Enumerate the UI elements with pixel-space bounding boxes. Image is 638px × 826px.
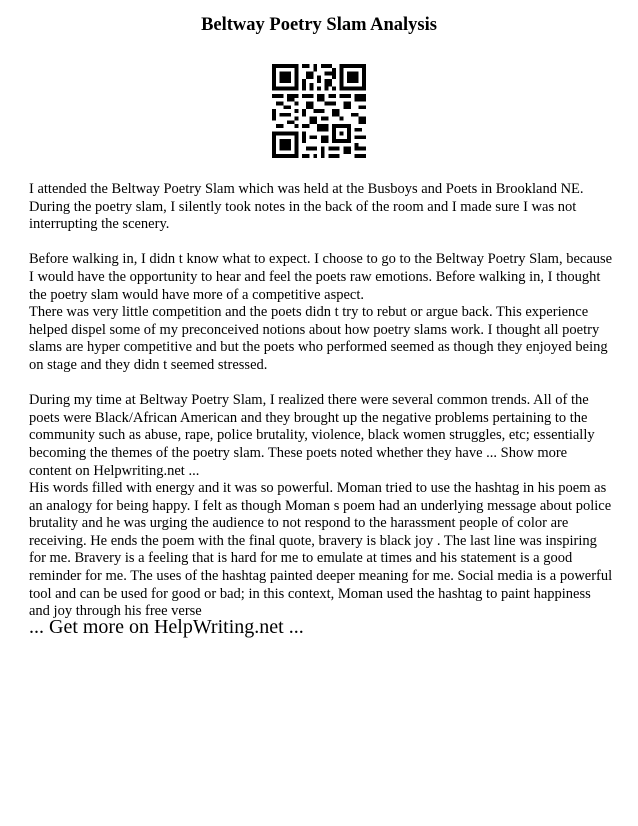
paragraph-competition: There was very little competition and the poets didn t try to rebut or argue back. This experience helped dispel some of my preconceived notions about how poetry slams work. I thought all poetry slams are hyper competitive and but the poets who performed seemed as though they enjoyed being on stage and they didn t seemed stressed. [29,304,608,373]
paragraph-moman: His words filled with energy and it was so powerful. Moman tried to use the hashtag in his poem as an analogy for being happy. I felt as though Moman s poem had an underlying message about police brutality and he was urging the audience to not respond to the harassment people of color are receiving. He ends the poem with the final quote, bravery is black joy . The last line was inspiring for me. Bravery is a feeling that is hard for me to emulate at times and his statement is a good reminder for me. The uses of the hashtag painted deeper meaning for me. Social media is a powerful tool and can be used for good or bad; in this context, Moman used the hashtag to paint happiness and joy through his free verse [29,480,613,620]
qr-code-icon [272,64,366,158]
essay-body [29,181,613,621]
paragraph-trends: During my time at Beltway Poetry Slam, I realized there were several common trends. All of the poets were Black/African American and they brought up the negative problems pertaining to the community such as abuse, rape, police brutality, violence, black women struggles, etc; essentially becoming the themes of the poetry slam. These poets noted whether they have ... Show more content on Helpwriting.net ... [29,392,595,479]
get-more-link[interactable]: ... Get more on HelpWriting.net ... [29,616,304,638]
paragraph-expectations: Before walking in, I didn t know what to expect. I choose to go to the Beltway Poetry Slam, because I would have the opportunity to hear and feel the poets raw emotions. Before walking in, I thought the poetry slam would have more of a competitive aspect. [29,251,613,303]
page-title: Beltway Poetry Slam Analysis [201,15,437,35]
paragraph-intro: I attended the Beltway Poetry Slam which was held at the Busboys and Poets in Brookland NE. During the poetry slam, I silently took notes in the back of the room and I made sure I was not interrupting the scenery. [29,181,584,233]
